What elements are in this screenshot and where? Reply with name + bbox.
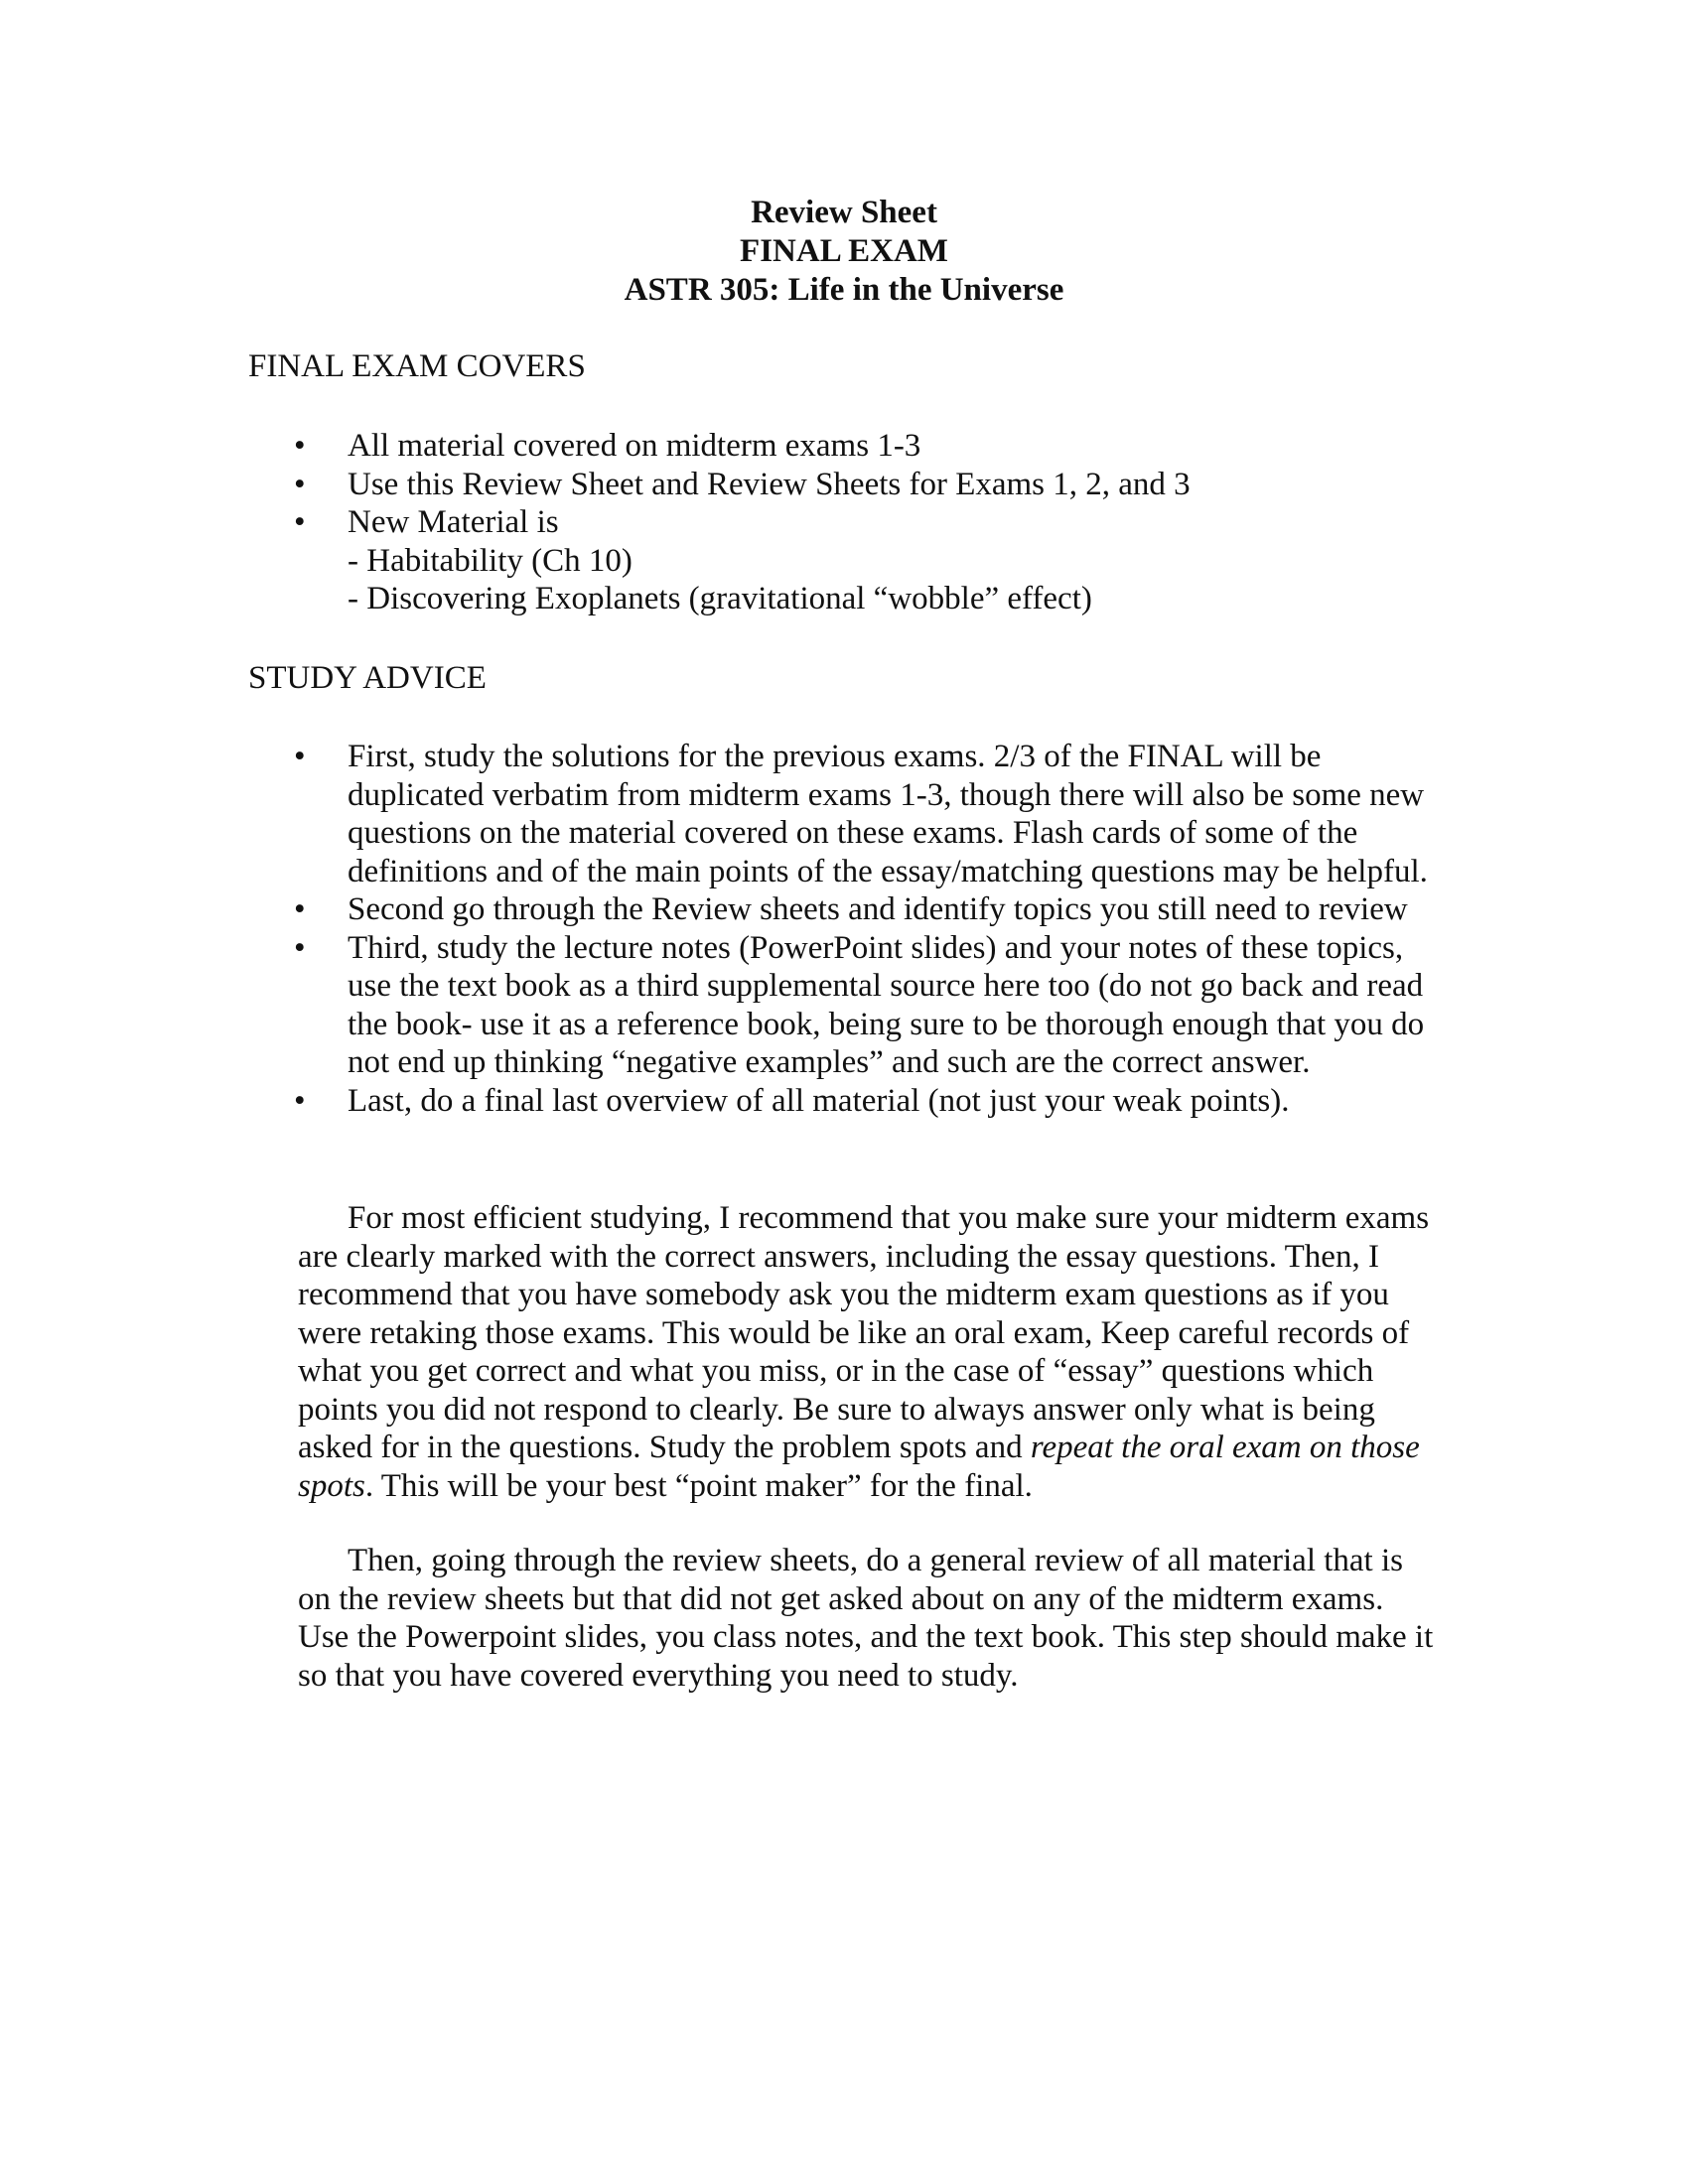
list-item [0, 890, 1440, 929]
paragraph-1-text: For most efficient studying, I recommend that you make sure your midterm exams are clearly marked with the correct answers, including the essay questions. Then, I recommend that you have somebody ask you the midterm exam questions as if you were retaking those exams. This would be like an oral exam, Keep careful records of what you get correct and what you miss, or in the case of “essay” questions which points you did not respond to clearly. Be sure to always answer only what is being asked for in the questions. Study the problem spots and [298, 1200, 1430, 1465]
paragraph-1-end: . This will be your best “point maker” for the final. [364, 1467, 1033, 1504]
bullet-icon: • [294, 1082, 306, 1119]
bullet-icon: • [294, 929, 306, 966]
paragraph-general-review [298, 1542, 1440, 1695]
list-item [0, 427, 1440, 466]
list-item [0, 466, 1440, 504]
bullet-icon: • [294, 466, 306, 502]
list-item-text: New Material is [348, 504, 559, 540]
bullet-icon: • [294, 739, 306, 774]
paragraph-study-method [298, 1199, 1440, 1505]
list-item-text: Third, study the lecture notes (PowerPoint slides) and your notes of these topics, use the text book as a third supplemental source here too (do not go back and read the book- use it as a reference book, being sure to be thorough enough that you do not end up thinking “negative examples” and such are the correct answer. [348, 929, 1425, 1080]
list-item-text: Last, do a final last overview of all material (not just your weak points). [348, 1082, 1290, 1119]
list-item-text: Second go through the Review sheets and identify topics you still need to review [348, 891, 1408, 927]
title-course: ASTR 305: Life in the Universe [624, 272, 1064, 308]
list-item [0, 1082, 1440, 1121]
title-block [0, 194, 1688, 310]
bullet-icon: • [294, 504, 306, 540]
paragraph-2-text: Then, going through the review sheets, do a general review of all material that is on the review sheets but that did not get asked about on any of the midterm exams. Use the Powerpoint slides, you class notes, and the text book. This step should make it so that you have covered everything you need to study. [298, 1543, 1434, 1694]
covers-heading: FINAL EXAM COVERS [248, 348, 586, 384]
advice-list [0, 738, 1440, 1120]
covers-list [0, 427, 1440, 618]
advice-heading: STUDY ADVICE [248, 660, 487, 696]
list-item [0, 503, 1440, 618]
list-item-text: Use this Review Sheet and Review Sheets for Exams 1, 2, and 3 [348, 466, 1191, 502]
title-review-sheet: Review Sheet [751, 195, 937, 230]
paragraph-1-italic: repeat the oral exam on those spots [298, 1430, 1420, 1504]
sub-item-habitability: - Habitability (Ch 10) [348, 542, 633, 579]
list-item-text: First, study the solutions for the previous exams. 2/3 of the FINAL will be duplicated verbatim from midterm exams 1-3, though there will also be some new questions on the material covered on these exams. Flash cards of some of the definitions and of the main points of the essay/matching questions may be helpful. [348, 739, 1428, 889]
bullet-icon: • [294, 891, 306, 927]
bullet-icon: • [294, 428, 306, 464]
list-item [0, 738, 1440, 890]
list-item [0, 929, 1440, 1082]
list-item-text: All material covered on midterm exams 1-3 [348, 428, 921, 464]
title-final-exam: FINAL EXAM [740, 233, 948, 269]
sub-item-exoplanets: - Discovering Exoplanets (gravitational “wobble” effect) [348, 581, 1092, 616]
